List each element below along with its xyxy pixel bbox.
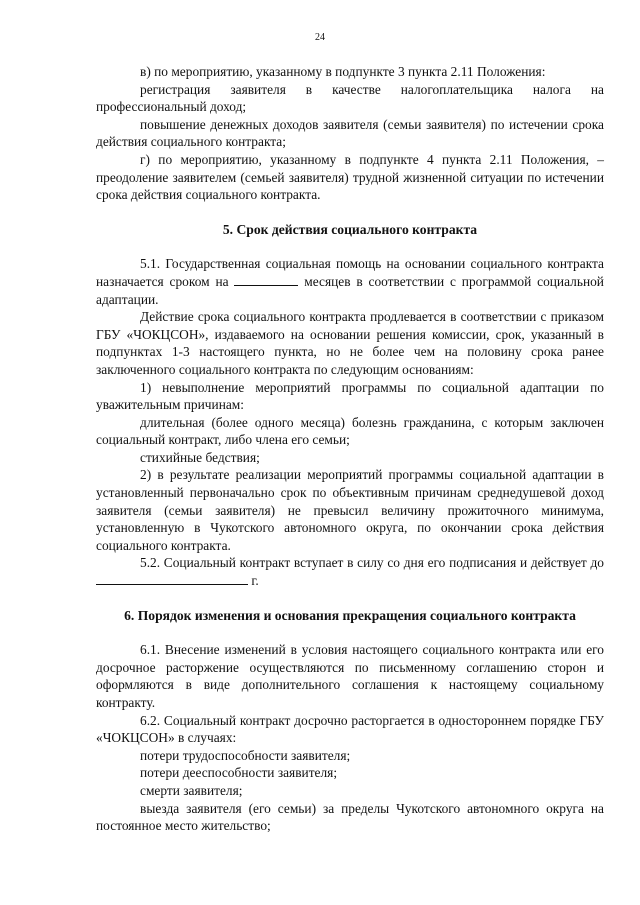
paragraph-6-2: 6.2. Социальный контракт досрочно расторгается в одностороннем порядке ГБУ «ЧОКЦСОН» в случаях:	[96, 712, 604, 746]
paragraph-6-1: 6.1. Внесение изменений в условия настоящего социального контракта или его досрочное расторжение осуществляются по письменному соглашению сторон и оформляются в виде дополнительного соглашения к настоящему социальному контракту.	[96, 642, 604, 710]
paragraph-5-2-year-suffix: г.	[251, 573, 259, 589]
list-item: потери дееспособности заявителя;	[140, 765, 338, 781]
paragraph-extension: Действие срока социального контракта продлевается в соответствии с приказом ГБУ «ЧОКЦСОН», издаваемого на основании решения комиссии, срок, указанный в подпунктах 1-3 настоящего пункта, но не более чем на половину срока ранее заключенного социального контракта по следующим основаниям:	[96, 309, 604, 377]
paragraph-5-1-text-start: 5.1. Государственная социальная помощь на основании социального контракта назначается сроком на	[96, 256, 604, 289]
paragraph-5-2	[96, 554, 604, 589]
paragraph-5-2-text: 5.2. Социальный контракт вступает в силу со дня его подписания и действует до	[140, 555, 604, 571]
paragraph-reason-1: 1) невыполнение мероприятий программы по социальной адаптации по уважительным причинам:	[96, 379, 604, 413]
list-item: смерти заявителя;	[140, 782, 243, 798]
paragraph-reason-2: 2) в результате реализации мероприятий программы социальной адаптации в установленный первоначально срок по объективным причинам среднедушевой доход заявителя (семьи заявителя) не превысил величину прожиточного минимума, установленную в Чукотского автономного округа, по окончании срока действия социального контракта.	[96, 467, 604, 553]
page-number: 24	[315, 32, 325, 43]
document-body	[96, 63, 604, 835]
list-item: потери трудоспособности заявителя;	[140, 747, 351, 763]
term-months-blank	[234, 273, 298, 286]
section-5-heading: 5. Срок действия социального контракта	[222, 221, 478, 237]
list-item: повышение денежных доходов заявителя (семьи заявителя) по истечении срока действия социального контракта;	[96, 116, 604, 150]
section-6-heading: 6. Порядок изменения и основания прекращения социального контракта	[124, 607, 576, 623]
list-item: стихийные бедствия;	[140, 449, 260, 465]
list-item: регистрация заявителя в качестве налогоплательщика налога на профессиональный доход;	[96, 81, 604, 115]
subitem-g: г) по мероприятию, указанному в подпункте 4 пункта 2.11 Положения, – преодоление заявителем (семьей заявителя) трудной жизненной ситуации по истечении срока действия социального контракта.	[96, 151, 604, 203]
paragraph-5-1-text-end: месяцев в соответствии с программой социальной адаптации.	[96, 273, 604, 307]
list-item: выезда заявителя (его семьи) за пределы Чукотского автономного округа на постоянное место жительство;	[96, 800, 604, 834]
subitem-v: в) по мероприятию, указанному в подпункте 3 пункта 2.11 Положения:	[140, 64, 546, 79]
list-item: длительная (более одного месяца) болезнь гражданина, с которым заключен социальный контракт, либо члена его семьи;	[96, 414, 604, 448]
valid-until-blank	[96, 572, 248, 585]
paragraph-5-1	[96, 255, 604, 308]
